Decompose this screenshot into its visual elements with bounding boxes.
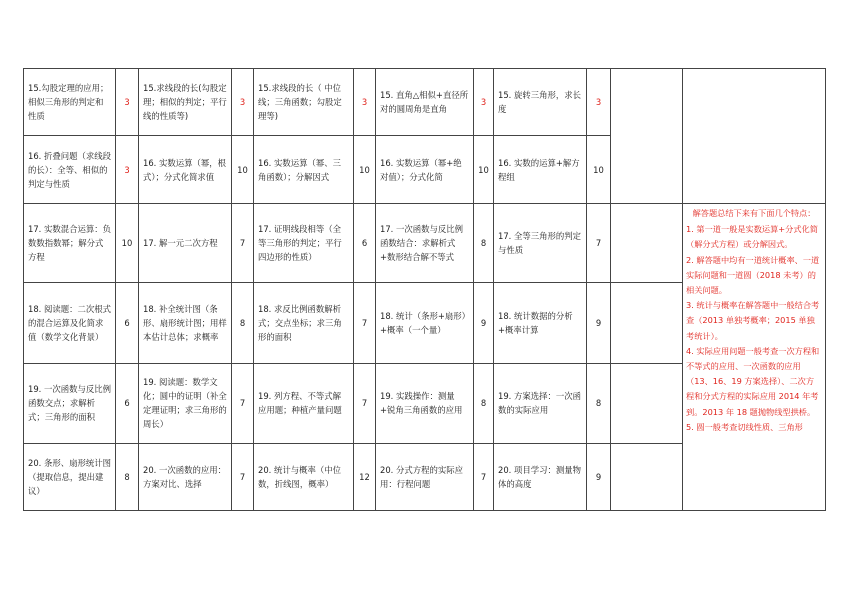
topic-cell: 16. 实数运算（幂，根式）；分式化简求值 [139, 136, 232, 204]
score-cell: 3 [232, 69, 254, 136]
topic-cell: 16. 实数运算（幂、三角函数）；分解因式 [254, 136, 354, 204]
score-cell: 9 [587, 443, 611, 510]
score-cell: 8 [232, 283, 254, 363]
topic-cell: 18. 统计（条形+扇形）+概率（一个量） [376, 283, 474, 363]
topic-cell: 18. 求反比例函数解析式；交点坐标；求三角形的面积 [254, 283, 354, 363]
score-cell: 3 [587, 69, 611, 136]
topic-cell: 18. 补全统计图（条形、扇形统计图；用样本估计总体；求概率 [139, 283, 232, 363]
score-cell: 10 [474, 136, 494, 204]
score-cell: 6 [354, 204, 376, 283]
score-cell: 8 [474, 363, 494, 443]
topic-cell: 15.求线段的长(勾股定理；相似的判定；平行线的性质等) [139, 69, 232, 136]
topic-cell: 19. 一次函数与反比例函数交点；求解析式；三角形的面积 [24, 363, 116, 443]
score-cell: 7 [232, 363, 254, 443]
empty-cell [611, 204, 683, 283]
topic-cell: 19. 方案选择：一次函数的实际应用 [494, 363, 587, 443]
score-cell: 12 [354, 443, 376, 510]
score-cell: 3 [116, 136, 139, 204]
topic-cell: 18. 阅读题：二次根式的混合运算及化简求值（数学文化背景） [24, 283, 116, 363]
empty-notes-cell [683, 69, 826, 204]
topic-cell: 17. 实数混合运算：负数数指数幂；解分式方程 [24, 204, 116, 283]
score-cell: 3 [116, 69, 139, 136]
topic-cell: 19. 阅读题：数学文化；圆中的证明（补全定理证明；求三角形的周长） [139, 363, 232, 443]
topic-cell: 15.勾股定理的应用；相似三角形的判定和性质 [24, 69, 116, 136]
topic-cell: 16. 实数的运算+解方程组 [494, 136, 587, 204]
notes-item: 5. 圆一般考查切线性质、三角形 [686, 421, 803, 432]
score-cell: 6 [116, 283, 139, 363]
topic-cell: 17. 全等三角形的判定与性质 [494, 204, 587, 283]
empty-cell [611, 283, 683, 363]
score-cell: 3 [474, 69, 494, 136]
topic-cell: 20. 条形、扇形统计图（提取信息，提出建议） [24, 443, 116, 510]
exam-analysis-table [23, 68, 826, 511]
score-cell: 9 [587, 283, 611, 363]
score-cell: 7 [354, 283, 376, 363]
score-cell: 8 [474, 204, 494, 283]
score-cell: 7 [354, 363, 376, 443]
topic-cell: 20. 项目学习：测量物体的高度 [494, 443, 587, 510]
empty-cell [611, 363, 683, 443]
notes-cell [683, 204, 826, 511]
empty-cell [611, 69, 683, 204]
topic-cell: 18. 统计数据的分析+概率计算 [494, 283, 587, 363]
topic-cell: 17. 解一元二次方程 [139, 204, 232, 283]
notes-item: 4. 实际应用问题一般考查一次方程和不等式的应用、一次函数的应用（13、16、19 方案选择）、二次方程和分式方程的实际应用 2014 年考到。2013 年 18 题抛物线型拱桥。 [686, 345, 820, 417]
score-cell: 10 [116, 204, 139, 283]
topic-cell: 15. 直角△相似+直径所对的圆周角是直角 [376, 69, 474, 136]
score-cell: 10 [232, 136, 254, 204]
notes-title: 解答题总结下来有下面几个特点： [692, 208, 816, 218]
score-cell: 3 [354, 69, 376, 136]
score-cell: 8 [587, 363, 611, 443]
score-cell: 7 [232, 204, 254, 283]
topic-cell: 15.求线段的长（ 中位线；三角函数；勾股定理等) [254, 69, 354, 136]
notes-item: 3. 统计与概率在解答题中一般结合考查（2013 单独考概率；2015 单独考统计）。 [686, 300, 820, 341]
topic-cell: 16. 实数运算（幂+绝对值）；分式化简 [376, 136, 474, 204]
score-cell: 10 [354, 136, 376, 204]
topic-cell: 19. 实践操作：测量+锐角三角函数的应用 [376, 363, 474, 443]
topic-cell: 16. 折叠问题（求线段的长）：全等、相似的判定与性质 [24, 136, 116, 204]
score-cell: 7 [587, 204, 611, 283]
table-row [24, 69, 826, 136]
score-cell: 7 [232, 443, 254, 510]
score-cell: 7 [474, 443, 494, 510]
topic-cell: 20. 分式方程的实际应用：行程问题 [376, 443, 474, 510]
empty-cell [611, 443, 683, 510]
topic-cell: 20. 一次函数的应用：方案对比、选择 [139, 443, 232, 510]
table-row [24, 204, 826, 283]
topic-cell: 15. 旋转三角形，求长度 [494, 69, 587, 136]
notes-item: 1. 第一道一般是实数运算+分式化简（解分式方程）或分解因式。 [686, 224, 818, 250]
topic-cell: 20. 统计与概率（中位数，折线图，概率） [254, 443, 354, 510]
score-cell: 6 [116, 363, 139, 443]
topic-cell: 19. 列方程、不等式解应用题；种植产量问题 [254, 363, 354, 443]
topic-cell: 17. 证明线段相等（全等三角形的判定；平行四边形的性质） [254, 204, 354, 283]
score-cell: 10 [587, 136, 611, 204]
score-cell: 9 [474, 283, 494, 363]
topic-cell: 17. 一次函数与反比例函数结合：求解析式+数形结合解不等式 [376, 204, 474, 283]
score-cell: 8 [116, 443, 139, 510]
notes-item: 2. 解答题中均有一道统计概率、一道实际问题和一道圆（2018 未考）的相关问题。 [686, 254, 820, 296]
